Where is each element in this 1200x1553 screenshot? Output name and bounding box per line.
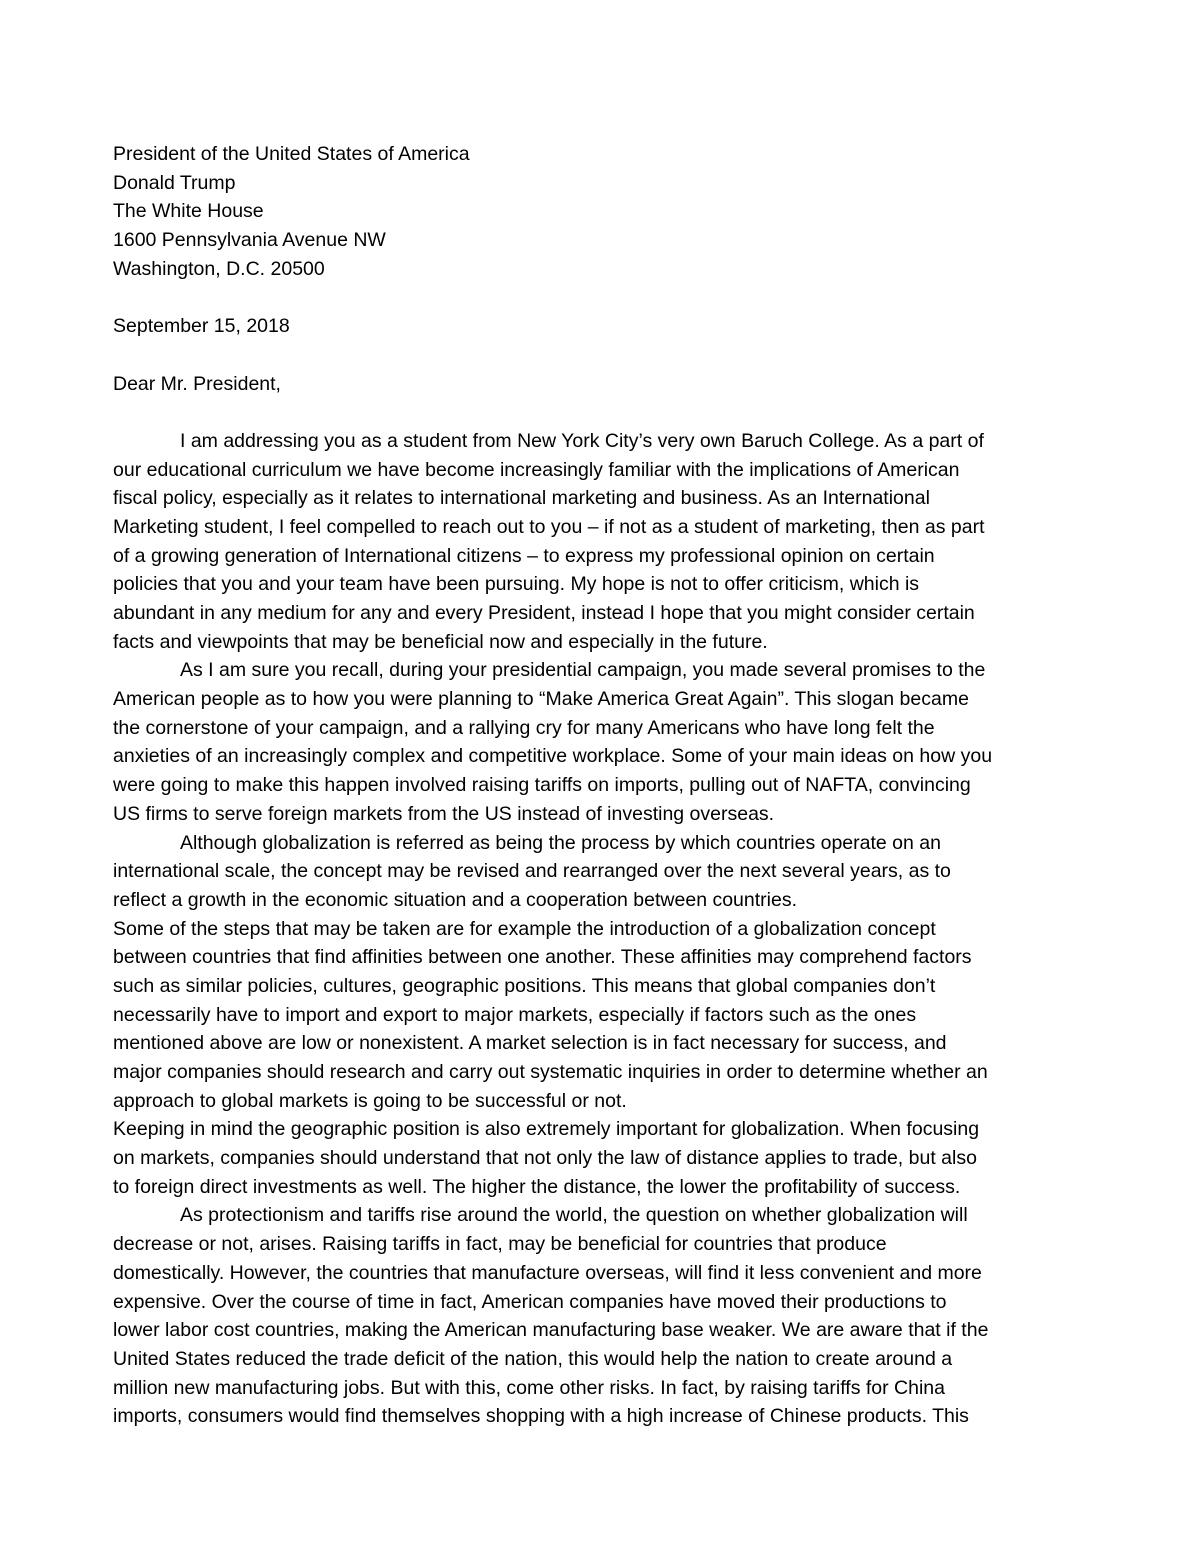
body-line: imports, consumers would find themselves shopping with a high increase of Chinese products. This: [113, 1405, 969, 1428]
body-line: were going to make this happen involved raising tariffs on imports, pulling out of NAFTA, convincing: [113, 774, 971, 797]
body-line: expensive. Over the course of time in fact, American companies have moved their productions to: [113, 1290, 947, 1313]
spacer: [113, 398, 1093, 427]
body-line: the cornerstone of your campaign, and a rallying cry for many Americans who have long felt the: [113, 716, 935, 739]
body-line: approach to global markets is going to be successful or not.: [113, 1089, 627, 1112]
recipient-title: President of the United States of America: [113, 143, 470, 165]
recipient-name: Donald Trump: [113, 171, 236, 194]
body-line: United States reduced the trade deficit of the nation, this would help the nation to create around a: [113, 1347, 953, 1370]
body-line: between countries that find affinities between one another. These affinities may comprehend factors: [113, 946, 972, 969]
letter-body: [113, 427, 1093, 1431]
recipient-organization: The White House: [113, 200, 264, 223]
body-line: Although globalization is referred as being the process by which countries operate on an: [180, 831, 941, 854]
body-line: abundant in any medium for any and every President, instead I hope that you might consider certain: [113, 602, 975, 624]
body-line: such as similar policies, cultures, geographic positions. This means that global companies don’t: [113, 974, 936, 997]
body-line: As protectionism and tariffs rise around the world, the question on whether globalization will: [180, 1204, 968, 1227]
body-line: American people as to how you were planning to “Make America Great Again”. This slogan became: [113, 688, 969, 711]
recipient-city: Washington, D.C. 20500: [113, 257, 325, 280]
body-line: As I am sure you recall, during your presidential campaign, you made several promises to the: [180, 659, 986, 682]
body-line: lower labor cost countries, making the American manufacturing base weaker. We are aware that if the: [113, 1319, 989, 1342]
letter-content: [113, 140, 1093, 1431]
recipient-street: 1600 Pennsylvania Avenue NW: [113, 229, 386, 252]
body-line: fiscal policy, especially as it relates to international marketing and business. As an International: [113, 487, 930, 510]
body-line: major companies should research and carry out systematic inquiries in order to determine whether an: [113, 1061, 988, 1083]
body-line: necessarily have to import and export to major markets, especially if factors such as the ones: [113, 1003, 917, 1026]
body-line: policies that you and your team have been pursuing. My hope is not to offer criticism, which is: [113, 573, 920, 596]
body-line: facts and viewpoints that may be beneficial now and especially in the future.: [113, 630, 768, 653]
body-line: domestically. However, the countries that manufacture overseas, will find it less convenient and more: [113, 1261, 982, 1284]
body-line: on markets, companies should understand that not only the law of distance applies to trade, but also: [113, 1147, 977, 1170]
spacer: [113, 283, 1093, 312]
body-line: Marketing student, I feel compelled to reach out to you – if not as a student of marketing, then as part: [113, 515, 985, 538]
body-line: million new manufacturing jobs. But with this, come other risks. In fact, by raising tariffs for China: [113, 1376, 945, 1399]
body-line: Some of the steps that may be taken are for example the introduction of a globalization concept: [113, 917, 936, 940]
body-line: mentioned above are low or nonexistent. A market selection is in fact necessary for success, and: [113, 1032, 947, 1055]
salutation: Dear Mr. President,: [113, 372, 281, 395]
body-line: reflect a growth in the economic situation and a cooperation between countries.: [113, 888, 797, 911]
letter-date: September 15, 2018: [113, 315, 290, 338]
body-line: international scale, the concept may be revised and rearranged over the next several years, as to: [113, 860, 951, 883]
body-line: our educational curriculum we have become increasingly familiar with the implications of American: [113, 458, 960, 481]
recipient-address-block: [113, 140, 1093, 283]
body-line: I am addressing you as a student from New York City’s very own Baruch College. As a part of: [180, 429, 984, 452]
body-line: US firms to serve foreign markets from the US instead of investing overseas.: [113, 802, 775, 825]
body-line: to foreign direct investments as well. The higher the distance, the lower the profitability of success.: [113, 1175, 961, 1198]
body-line: Keeping in mind the geographic position is also extremely important for globalization. When focusing: [113, 1118, 980, 1141]
body-line: anxieties of an increasingly complex and competitive workplace. Some of your main ideas on how you: [113, 745, 993, 768]
spacer: [113, 341, 1093, 370]
body-line: of a growing generation of International citizens – to express my professional opinion on certain: [113, 544, 935, 567]
body-line: decrease or not, arises. Raising tariffs in fact, may be beneficial for countries that produce: [113, 1233, 887, 1256]
